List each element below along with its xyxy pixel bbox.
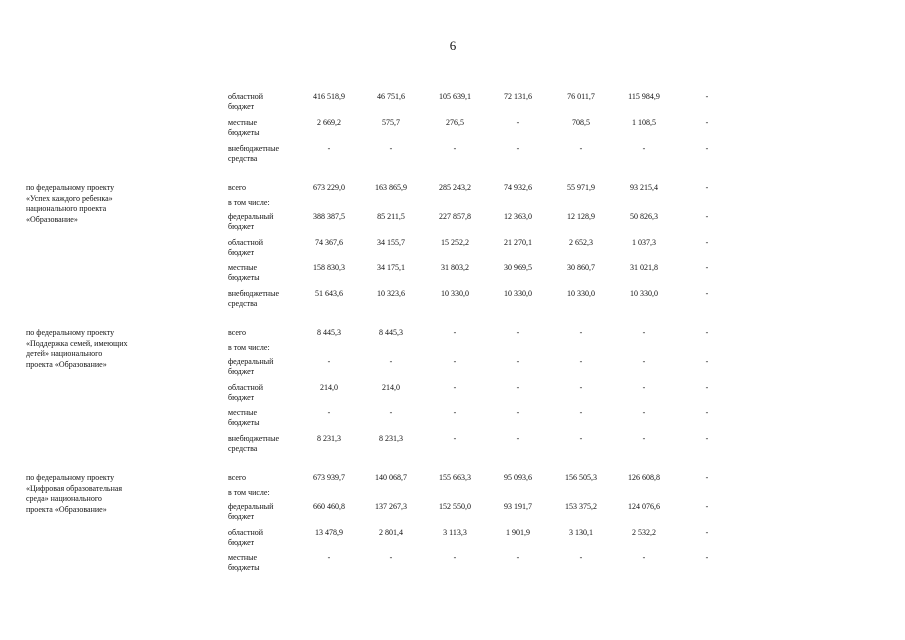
table-cell-value: - xyxy=(327,357,331,366)
row-category-label: бюджет xyxy=(228,393,255,402)
table-cell-value: - xyxy=(705,118,709,127)
table-cell-value: - xyxy=(453,434,457,443)
table-cell-value: 2 532,2 xyxy=(632,528,656,537)
row-category-label: федеральный xyxy=(228,357,274,366)
table-cell-value: 15 252,2 xyxy=(441,238,469,247)
table-cell-value: - xyxy=(516,383,520,392)
table-cell-value: 93 215,4 xyxy=(630,183,658,192)
federal-project-title xyxy=(26,473,156,515)
table-cell-value: - xyxy=(705,553,709,562)
table-cell-value: 50 826,3 xyxy=(630,212,658,221)
table-cell-value: - xyxy=(516,144,520,153)
row-category-label: областной xyxy=(228,92,264,101)
table-cell-value: - xyxy=(705,434,709,443)
table-cell-value: 12 128,9 xyxy=(567,212,595,221)
row-category-label: бюджеты xyxy=(228,563,260,572)
row-category-label: областной xyxy=(228,528,264,537)
federal-project-title xyxy=(26,183,156,225)
table-cell-value: 388 387,5 xyxy=(313,212,345,221)
row-category-label: бюджет xyxy=(228,248,255,257)
federal-project-title-line: по федеральному проекту xyxy=(26,328,115,337)
row-category-label: бюджет xyxy=(228,222,255,231)
row-category-label: местные xyxy=(228,263,258,272)
table-cell-value: - xyxy=(516,357,520,366)
table-cell-value: - xyxy=(705,263,709,272)
table-cell-value: - xyxy=(389,408,393,417)
row-category-label: областной xyxy=(228,383,264,392)
table-cell-value: 153 375,2 xyxy=(565,502,597,511)
federal-project-title-line: «Поддержка семей, имеющих xyxy=(26,338,128,348)
table-cell-value: 51 643,6 xyxy=(315,289,343,298)
table-cell-value: - xyxy=(705,144,709,153)
table-cell-value: 46 751,6 xyxy=(377,92,405,101)
table-cell-value: - xyxy=(579,144,583,153)
table-cell-value: - xyxy=(705,238,709,247)
row-category-label: бюджет xyxy=(228,512,255,521)
table-cell-value: - xyxy=(579,553,583,562)
table-cell-value: - xyxy=(389,144,393,153)
table-cell-value: 8 231,3 xyxy=(317,434,341,443)
federal-project-title xyxy=(26,328,156,370)
federal-project-title-line: по федеральному проекту xyxy=(26,183,115,192)
table-cell-value: - xyxy=(642,553,646,562)
table-cell-value: - xyxy=(642,357,646,366)
table-cell-value: - xyxy=(327,144,331,153)
table-cell-value: 76 011,7 xyxy=(567,92,595,101)
table-cell-value: - xyxy=(642,434,646,443)
table-cell-value: - xyxy=(453,144,457,153)
row-category-label: всего xyxy=(228,328,247,337)
table-cell-value: 137 267,3 xyxy=(375,502,407,511)
table-cell-value: - xyxy=(705,289,709,298)
row-category-label: средства xyxy=(228,444,258,453)
table-cell-value: 115 984,9 xyxy=(628,92,660,101)
table-cell-value: - xyxy=(516,328,520,337)
federal-project-title-line: «Образование» xyxy=(26,214,78,224)
table-cell-value: 673 939,7 xyxy=(313,473,345,482)
table-cell-value: 1 108,5 xyxy=(632,118,656,127)
table-cell-value: - xyxy=(642,328,646,337)
row-category-label: бюджеты xyxy=(228,273,260,282)
table-cell-value: - xyxy=(705,328,709,337)
table-cell-value: - xyxy=(453,328,457,337)
table-cell-value: 10 323,6 xyxy=(377,289,405,298)
table-cell-value: 416 518,9 xyxy=(313,92,345,101)
table-cell-value: - xyxy=(389,553,393,562)
table-cell-value: - xyxy=(327,553,331,562)
table-cell-value: - xyxy=(453,357,457,366)
table-cell-value: - xyxy=(453,553,457,562)
row-category-label: областной xyxy=(228,238,264,247)
row-category-label: местные xyxy=(228,553,258,562)
table-cell-value: 12 363,0 xyxy=(504,212,532,221)
federal-project-title-line: среда» национального xyxy=(26,494,102,503)
table-cell-value: - xyxy=(705,357,709,366)
table-cell-value: - xyxy=(642,408,646,417)
row-category-label: бюджеты xyxy=(228,418,260,427)
table-cell-value: 21 270,1 xyxy=(504,238,532,247)
table-cell-value: - xyxy=(327,408,331,417)
table-cell-value: 126 608,8 xyxy=(628,473,660,482)
table-cell-value: 8 445,3 xyxy=(379,328,403,337)
table-cell-value: - xyxy=(516,118,520,127)
table-cell-value: 30 969,5 xyxy=(504,263,532,272)
page-number: 6 xyxy=(449,38,457,53)
table-cell-value: 227 857,8 xyxy=(439,212,471,221)
row-category-label: местные xyxy=(228,408,258,417)
row-category-label: внебюджетные xyxy=(228,434,279,443)
table-cell-value: - xyxy=(453,408,457,417)
table-cell-value: - xyxy=(705,212,709,221)
table-cell-value: - xyxy=(579,357,583,366)
table-cell-value: - xyxy=(389,357,393,366)
table-cell-value: 3 130,1 xyxy=(569,528,593,537)
table-cell-value: 673 229,0 xyxy=(313,183,345,192)
row-category-label: бюджет xyxy=(228,538,255,547)
row-category-label: внебюджетные xyxy=(228,289,279,298)
table-cell-value: 85 211,5 xyxy=(377,212,405,221)
table-cell-value: - xyxy=(579,434,583,443)
federal-project-title-line: по федеральному проекту xyxy=(26,473,115,482)
federal-project-title-line: национального проекта xyxy=(26,204,107,213)
table-cell-value: 140 068,7 xyxy=(375,473,407,482)
table-cell-value: 10 330,0 xyxy=(630,289,658,298)
table-cell-value: - xyxy=(705,92,709,101)
table-cell-value: - xyxy=(705,408,709,417)
table-cell-value: - xyxy=(705,528,709,537)
table-cell-value: 124 076,6 xyxy=(628,502,660,511)
table-cell-value: 152 550,0 xyxy=(439,502,471,511)
table-cell-value: 155 663,3 xyxy=(439,473,471,482)
row-category-label: в том числе: xyxy=(228,343,270,352)
table-cell-value: 30 860,7 xyxy=(567,263,595,272)
federal-project-title-line: проекта «Образование» xyxy=(26,504,107,514)
table-cell-value: 74 932,6 xyxy=(504,183,532,192)
table-cell-value: - xyxy=(579,328,583,337)
table-cell-value: - xyxy=(516,434,520,443)
federal-project-title-line: «Цифровая образовательная xyxy=(26,483,123,493)
table-cell-value: 10 330,0 xyxy=(567,289,595,298)
table-cell-value: - xyxy=(642,144,646,153)
table-cell-value: 158 830,3 xyxy=(313,263,345,272)
table-cell-value: - xyxy=(705,502,709,511)
table-cell-value: 660 460,8 xyxy=(313,502,345,511)
table-cell-value: 8 445,3 xyxy=(317,328,341,337)
table-cell-value: - xyxy=(642,383,646,392)
table-cell-value: - xyxy=(579,383,583,392)
row-category-label: внебюджетные xyxy=(228,144,279,153)
table-cell-value: 34 175,1 xyxy=(377,263,405,272)
row-category-label: средства xyxy=(228,299,258,308)
federal-project-title-line: «Успех каждого ребенка» xyxy=(26,193,113,203)
table-cell-value: - xyxy=(579,408,583,417)
row-category-label: средства xyxy=(228,154,258,163)
federal-project-title-line: проекта «Образование» xyxy=(26,359,107,369)
table-cell-value: 575,7 xyxy=(382,118,400,127)
table-cell-value: - xyxy=(705,383,709,392)
row-category-label: в том числе: xyxy=(228,198,270,207)
row-category-label: федеральный xyxy=(228,212,274,221)
table-cell-value: 72 131,6 xyxy=(504,92,532,101)
table-cell-value: 31 803,2 xyxy=(441,263,469,272)
table-cell-value: 8 231,3 xyxy=(379,434,403,443)
table-cell-value: 163 865,9 xyxy=(375,183,407,192)
table-cell-value: - xyxy=(453,383,457,392)
table-cell-value: 3 113,3 xyxy=(443,528,467,537)
row-category-label: бюджеты xyxy=(228,128,260,137)
table-cell-value: - xyxy=(516,408,520,417)
table-cell-value: 214,0 xyxy=(320,383,338,392)
table-cell-value: 10 330,0 xyxy=(504,289,532,298)
table-cell-value: 1 037,3 xyxy=(632,238,656,247)
table-cell-value: 2 652,3 xyxy=(569,238,593,247)
table-cell-value: 105 639,1 xyxy=(439,92,471,101)
table-cell-value: 74 367,6 xyxy=(315,238,343,247)
table-cell-value: - xyxy=(705,473,709,482)
row-category-label: бюджет xyxy=(228,102,255,111)
table-cell-value: 276,5 xyxy=(446,118,464,127)
row-category-label: федеральный xyxy=(228,502,274,511)
table-cell-value: 31 021,8 xyxy=(630,263,658,272)
table-cell-value: 2 669,2 xyxy=(317,118,341,127)
table-cell-value: 1 901,9 xyxy=(506,528,530,537)
table-cell-value: 34 155,7 xyxy=(377,238,405,247)
row-category-label: в том числе: xyxy=(228,488,270,497)
table-cell-value: - xyxy=(516,553,520,562)
table-cell-value: 55 971,9 xyxy=(567,183,595,192)
table-cell-value: 10 330,0 xyxy=(441,289,469,298)
table-cell-value: 13 478,9 xyxy=(315,528,343,537)
row-category-label: всего xyxy=(228,183,247,192)
table-cell-value: 2 801,4 xyxy=(379,528,403,537)
federal-project-title-line: детей» национального xyxy=(26,349,103,358)
table-cell-value: 93 191,7 xyxy=(504,502,532,511)
table-cell-value: 156 505,3 xyxy=(565,473,597,482)
table-cell-value: 285 243,2 xyxy=(439,183,471,192)
row-category-label: местные xyxy=(228,118,258,127)
table-cell-value: 708,5 xyxy=(572,118,590,127)
table-cell-value: 95 093,6 xyxy=(504,473,532,482)
table-cell-value: - xyxy=(705,183,709,192)
row-category-label: всего xyxy=(228,473,247,482)
row-category-label: бюджет xyxy=(228,367,255,376)
table-cell-value: 214,0 xyxy=(382,383,400,392)
